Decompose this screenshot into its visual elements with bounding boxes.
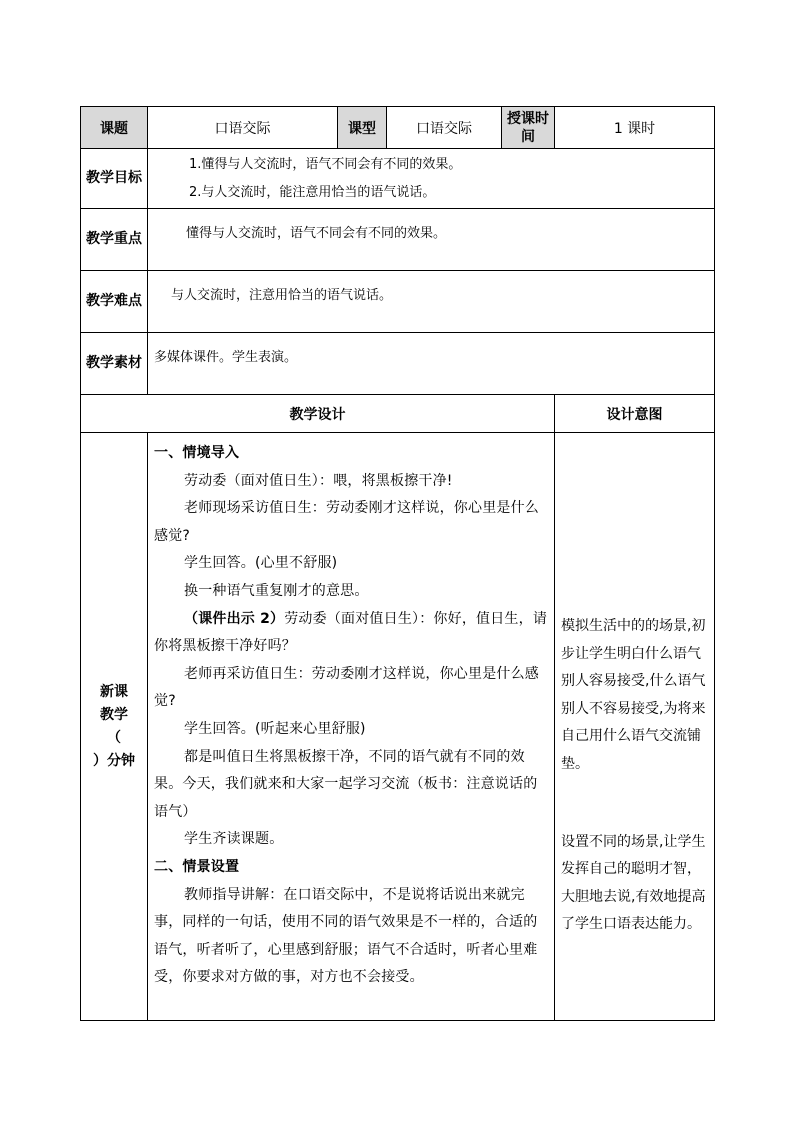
paragraph: 学生回答。(心里不舒服) <box>184 555 338 572</box>
goals-content <box>148 149 715 209</box>
goals-label: 教学目标 <box>81 149 148 209</box>
topic-value: 口语交际 <box>148 107 338 149</box>
goals-row <box>81 149 715 209</box>
type-label: 课型 <box>338 107 387 149</box>
design-header-row <box>81 395 715 433</box>
paragraph: 老师现场采访值日生：劳动委刚才这样说，你心里是什么感觉? <box>154 500 539 544</box>
design-header: 教学设计 <box>81 395 555 433</box>
design-content <box>148 433 555 1021</box>
lesson-row <box>81 433 715 1021</box>
intent-paragraph: 模拟生活中的的场景,初步让学生明白什么语气别人容易接受,什么语气别人不容易接受,为将来自己用什么语气交流铺垫。 <box>561 618 706 772</box>
intent-header: 设计意图 <box>555 395 715 433</box>
lesson-plan-table <box>80 106 715 1021</box>
time-value: 1 课时 <box>555 107 715 149</box>
paragraph <box>154 606 548 661</box>
paragraph: 老师再采访值日生：劳动委刚才这样说，你心里是什么感觉? <box>154 665 539 710</box>
goal-item: 1.懂得与人交流时，语气不同会有不同的效果。 <box>189 156 462 172</box>
paragraph: 学生齐读课题。 <box>184 831 284 848</box>
paragraph: 换一种语气重复刚才的意思。 <box>184 582 369 599</box>
lesson-label-line: 新课 <box>100 683 128 700</box>
goal-item: 2.与人交流时，能注意用恰当的语气说话。 <box>189 184 436 200</box>
courseware-note: （课件出示 2） <box>184 610 285 627</box>
paragraph: 教师指导讲解：在口语交际中，不是说将话说出来就完事，同样的一句话，使用不同的语气效果是不一样的，合适的语气，听者听了，心里感到舒服；语气不合适时，听者心里难受，你要求对方做的事，对方也不会接受。 <box>154 886 538 986</box>
lesson-label <box>81 433 148 1021</box>
materials-label: 教学素材 <box>81 333 148 395</box>
materials-text: 多媒体课件。学生表演。 <box>148 333 715 395</box>
key-points-row <box>81 209 715 271</box>
paragraph: 学生回答。(听起来心里舒服) <box>184 720 366 737</box>
lesson-label-line: （ <box>107 729 121 746</box>
type-value: 口语交际 <box>387 107 502 149</box>
lesson-label-line: 教学 <box>100 706 128 723</box>
time-label: 授课时间 <box>502 107 555 149</box>
header-row <box>81 107 715 149</box>
lesson-label-line: ）分钟 <box>93 752 135 769</box>
topic-label: 课题 <box>81 107 148 149</box>
section-heading: 一、情境导入 <box>154 445 240 461</box>
intent-content <box>555 433 715 1021</box>
paragraph-text: 劳动委（面对值日生）：你好，值日生，请你将黑板擦干净好吗？ <box>154 610 548 655</box>
difficulties-text: 与人交流时，注意用恰当的语气说话。 <box>148 271 715 333</box>
difficulties-row <box>81 271 715 333</box>
paragraph: 都是叫值日生将黑板擦干净，不同的语气就有不同的效果。今天，我们就来和大家一起学习交流（板书：注意说话的语气） <box>154 748 538 820</box>
paragraph: 劳动委（面对值日生）：喂，将黑板擦干净! <box>184 472 453 489</box>
section-heading: 二、情景设置 <box>154 858 240 875</box>
key-points-label: 教学重点 <box>81 209 148 271</box>
difficulties-label: 教学难点 <box>81 271 148 333</box>
intent-paragraph: 设置不同的场景,让学生发挥自己的聪明才智，大胆地去说,有效地提高了学生口语表达能力。 <box>561 833 706 933</box>
materials-row <box>81 333 715 395</box>
key-points-text: 懂得与人交流时，语气不同会有不同的效果。 <box>148 209 715 271</box>
